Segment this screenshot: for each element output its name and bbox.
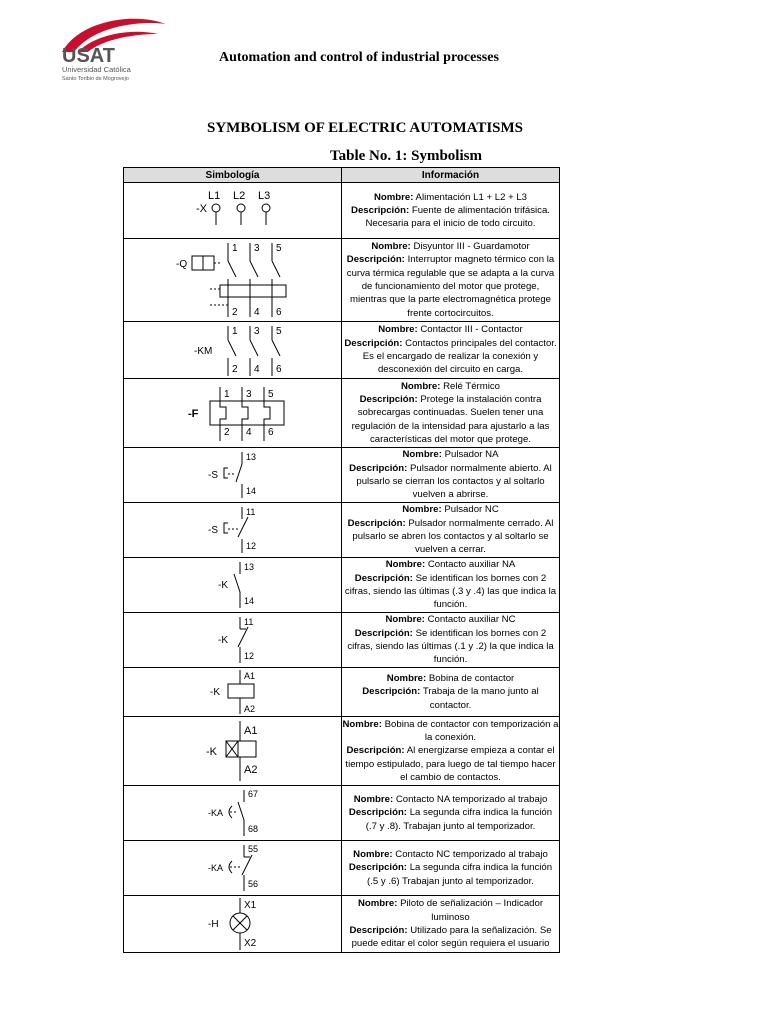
- aux-contact-no-symbol: [124, 558, 341, 612]
- table-row: [124, 239, 560, 322]
- symbol-cell: [124, 448, 342, 503]
- motor-protector-symbol: [124, 239, 341, 321]
- document-title: SYMBOLISM OF ELECTRIC AUTOMATISMS: [206, 120, 524, 136]
- svg-text:1: 1: [232, 243, 238, 254]
- svg-text:2: 2: [232, 364, 238, 375]
- svg-text:3: 3: [254, 243, 260, 254]
- svg-text:X2: X2: [244, 938, 257, 949]
- symbol-name: Bobina de contactor: [428, 673, 515, 685]
- info-cell: Nombre: Piloto de señalización – Indicador luminoso Descripción: Utilizado para la señalización. Se puede editar el color según requiera el usuario: [342, 896, 560, 953]
- table-row: [124, 183, 560, 239]
- symbol-cell: [124, 841, 342, 896]
- svg-text:-KA: -KA: [208, 863, 224, 873]
- symbol-name: Piloto de señalización – Indicador luminoso: [400, 898, 544, 923]
- svg-text:-X: -X: [196, 203, 207, 215]
- svg-text:A1: A1: [244, 671, 256, 681]
- svg-text:3: 3: [254, 326, 260, 337]
- svg-text:-K: -K: [210, 687, 220, 698]
- svg-text:3: 3: [246, 389, 252, 400]
- svg-text:-KM: -KM: [194, 346, 213, 357]
- info-cell: Nombre: Disyuntor III - Guardamotor Descripción: Interruptor magneto térmico con la curva térmica regulable que se adapta a la curva de funcionamiento del motor que protege, mientras que la parte electromagnética protege frente cortocircuitos.: [342, 239, 560, 322]
- symbol-cell: [124, 786, 342, 841]
- col-info-header: Información: [342, 168, 560, 183]
- svg-text:67: 67: [248, 789, 259, 799]
- symbol-description: Protege la instalación contra sobrecargas continuadas. Suelen tener una regulación de la intensidad para ajustarlo a las características del motor que protege.: [351, 394, 550, 445]
- info-cell: Nombre: Contacto NC temporizado al trabajo Descripción: La segunda cifra indica la función (.5 y .6) Trabajan junto al temporizador.: [342, 841, 560, 896]
- symbol-cell: [124, 717, 342, 786]
- svg-text:L2: L2: [233, 190, 246, 202]
- symbol-description: Utilizado para la señalización. Se puede editar el color según requiera el usuario: [351, 925, 552, 950]
- symbol-description: Pulsador normalmente abierto. Al pulsarlo se cierran los contactos y al soltarlo vuelven a abrirse.: [356, 462, 552, 501]
- symbol-name: Contacto NC temporizado al trabajo: [395, 849, 548, 861]
- svg-text:56: 56: [248, 879, 259, 889]
- symbol-cell: [124, 239, 342, 322]
- table-row: [124, 558, 560, 613]
- symbol-description: Se identifican los bornes con 2 cifras, siendo las últimas (.1 y .2) la que indica la función.: [347, 627, 554, 666]
- svg-text:-F: -F: [188, 408, 199, 420]
- info-cell: Nombre: Alimentación L1 + L2 + L3 Descripción: Fuente de alimentación trifásica. Necesaria para el inicio de todo circuito.: [342, 183, 560, 239]
- usat-logo: [40, 12, 170, 84]
- symbol-description: Interruptor magneto térmico con la curva térmica regulable que se adapta a la curva de funcionamiento del motor que protege, mientras que la parte electromagnética protege frente cortocircuitos.: [346, 254, 555, 319]
- pilot-light-symbol: [124, 896, 341, 952]
- svg-text:5: 5: [276, 326, 282, 337]
- svg-text:6: 6: [276, 364, 282, 375]
- table-caption: Table No. 1: Symbolism: [330, 148, 482, 164]
- symbol-description: La segunda cifra indica la función (.5 y .6) Trabajan junto al temporizador.: [367, 862, 553, 887]
- svg-text:55: 55: [248, 844, 259, 854]
- svg-text:-KA: -KA: [208, 808, 224, 818]
- svg-text:-S: -S: [208, 470, 218, 481]
- svg-text:-S: -S: [208, 525, 218, 536]
- info-cell: Nombre: Contacto NA temporizado al trabajo Descripción: La segunda cifra indica la función (.7 y .8). Trabajan junto al temporizador.: [342, 786, 560, 841]
- symbol-cell: [124, 613, 342, 668]
- svg-text:13: 13: [246, 452, 257, 462]
- symbol-name: Contactor III - Contactor: [420, 324, 523, 336]
- svg-text:-K: -K: [218, 635, 228, 646]
- symbol-description: Contactos principales del contactor. Es el encargado de realizar la conexión y desconexión del circuito en carga.: [362, 337, 557, 376]
- logo-name: USAT: [62, 45, 115, 67]
- symbol-cell: [124, 379, 342, 448]
- timed-contact-nc-symbol: [124, 841, 341, 895]
- contactor-coil-symbol: [124, 668, 341, 716]
- table-row: [124, 717, 560, 786]
- timed-contact-no-symbol: [124, 786, 341, 840]
- col-symbol-header: Simbología: [124, 168, 342, 183]
- supply-terminal-symbol: [124, 183, 341, 238]
- symbol-description: Fuente de alimentación trifásica. Necesaria para el inicio de todo circuito.: [365, 204, 550, 230]
- logo-line1: Universidad Católica: [62, 65, 131, 74]
- symbol-cell: [124, 322, 342, 379]
- svg-text:12: 12: [246, 541, 257, 551]
- svg-text:2: 2: [232, 307, 238, 318]
- svg-text:-Q: -Q: [176, 259, 188, 270]
- symbol-cell: [124, 668, 342, 717]
- svg-text:5: 5: [268, 389, 274, 400]
- symbol-name: Disyuntor III - Guardamotor: [413, 241, 530, 253]
- symbol-name: Contacto NA temporizado al trabajo: [395, 794, 548, 806]
- symbol-name: Relé Térmico: [443, 380, 500, 392]
- symbol-description: Pulsador normalmente cerrado. Al pulsarlo se abren los contactos y al soltarlo se vuelven a cerrar.: [352, 517, 554, 556]
- symbol-name: Alimentación L1 + L2 + L3: [415, 191, 528, 203]
- table-row: [124, 379, 560, 448]
- symbol-name: Contacto auxiliar NC: [427, 614, 516, 626]
- table-row: [124, 503, 560, 558]
- symbol-description: La segunda cifra indica la función (.7 y .8). Trabajan junto al temporizador.: [365, 807, 553, 832]
- svg-text:1: 1: [232, 326, 238, 337]
- svg-text:4: 4: [254, 364, 260, 375]
- symbol-description: Se identifican los bornes con 2 cifras, siendo las últimas (.3 y .4) las que indica la función.: [344, 572, 557, 611]
- symbol-name: Pulsador NC: [444, 504, 499, 516]
- svg-text:68: 68: [248, 824, 259, 834]
- table-row: [124, 896, 560, 953]
- symbol-cell: [124, 183, 342, 239]
- svg-text:14: 14: [246, 486, 257, 496]
- info-cell: Nombre: Bobina de contactor Descripción: Trabaja de la mano junto al contactor.: [342, 668, 560, 717]
- symbol-cell: [124, 896, 342, 953]
- table-row: [124, 668, 560, 717]
- timed-coil-symbol: [124, 717, 341, 785]
- symbol-table: [123, 167, 560, 953]
- symbol-name: Bobina de contactor con temporización a la conexión.: [384, 718, 559, 744]
- svg-text:A2: A2: [244, 704, 256, 714]
- table-row: [124, 841, 560, 896]
- symbol-description: Trabaja de la mano junto al contactor.: [422, 686, 539, 711]
- symbol-name: Pulsador NA: [444, 449, 499, 461]
- svg-text:12: 12: [244, 651, 255, 661]
- svg-text:5: 5: [276, 243, 282, 254]
- svg-text:4: 4: [254, 307, 260, 318]
- info-cell: Nombre: Bobina de contactor con temporización a la conexión. Descripción: Al energizarse empieza a contar el tiempo estipulado, para luego de tal tiempo hacer el cambio de contactos.: [342, 717, 560, 786]
- svg-text:14: 14: [244, 596, 255, 606]
- svg-text:13: 13: [244, 562, 255, 572]
- push-button-no-symbol: [124, 448, 341, 502]
- logo-line2: Santo Toribio de Mogrovejo: [62, 76, 129, 82]
- table-row: [124, 448, 560, 503]
- svg-text:L3: L3: [258, 190, 271, 202]
- header-title: Automation and control of industrial processes: [219, 50, 499, 65]
- info-cell: Nombre: Contacto auxiliar NC Descripción: Se identifican los bornes con 2 cifras, siendo las últimas (.1 y .2) la que indica la función.: [342, 613, 560, 668]
- symbol-name: Contacto auxiliar NA: [427, 559, 516, 571]
- svg-text:-K: -K: [206, 746, 217, 758]
- table-row: [124, 322, 560, 379]
- push-button-nc-symbol: [124, 503, 341, 557]
- info-cell: Nombre: Pulsador NC Descripción: Pulsador normalmente cerrado. Al pulsarlo se abren los contactos y al soltarlo se vuelven a cerrar.: [342, 503, 560, 558]
- svg-text:2: 2: [224, 427, 230, 438]
- table-row: [124, 786, 560, 841]
- svg-text:6: 6: [276, 307, 282, 318]
- info-cell: Nombre: Contactor III - Contactor Descripción: Contactos principales del contactor. Es el encargado de realizar la conexión y desconexión del circuito en carga.: [342, 322, 560, 379]
- symbol-description: Al energizarse empieza a contar el tiempo estipulado, para luego de tal tiempo hacer el cambio de contactos.: [345, 745, 556, 783]
- svg-text:A1: A1: [244, 725, 258, 737]
- table-header-row: [124, 168, 560, 183]
- symbol-cell: [124, 558, 342, 613]
- svg-text:11: 11: [246, 507, 256, 517]
- svg-text:11: 11: [244, 617, 254, 627]
- svg-text:4: 4: [246, 427, 252, 438]
- svg-text:L1: L1: [208, 190, 221, 202]
- svg-text:1: 1: [224, 389, 230, 400]
- thermal-relay-symbol: [124, 379, 341, 447]
- svg-text:-H: -H: [208, 919, 219, 930]
- table-row: [124, 613, 560, 668]
- svg-text:6: 6: [268, 427, 274, 438]
- info-cell: Nombre: Pulsador NA Descripción: Pulsador normalmente abierto. Al pulsarlo se cierran los contactos y al soltarlo vuelven a abrirse.: [342, 448, 560, 503]
- symbol-cell: [124, 503, 342, 558]
- contactor-symbol: [124, 322, 341, 378]
- svg-text:-K: -K: [218, 580, 228, 591]
- info-cell: Nombre: Relé Térmico Descripción: Protege la instalación contra sobrecargas continuadas. Suelen tener una regulación de la intensidad para ajustarlo a las características del motor que protege.: [342, 379, 560, 448]
- info-cell: Nombre: Contacto auxiliar NA Descripción: Se identifican los bornes con 2 cifras, siendo las últimas (.3 y .4) las que indica la función.: [342, 558, 560, 613]
- svg-text:X1: X1: [244, 900, 257, 911]
- svg-text:A2: A2: [244, 764, 258, 776]
- aux-contact-nc-symbol: [124, 613, 341, 667]
